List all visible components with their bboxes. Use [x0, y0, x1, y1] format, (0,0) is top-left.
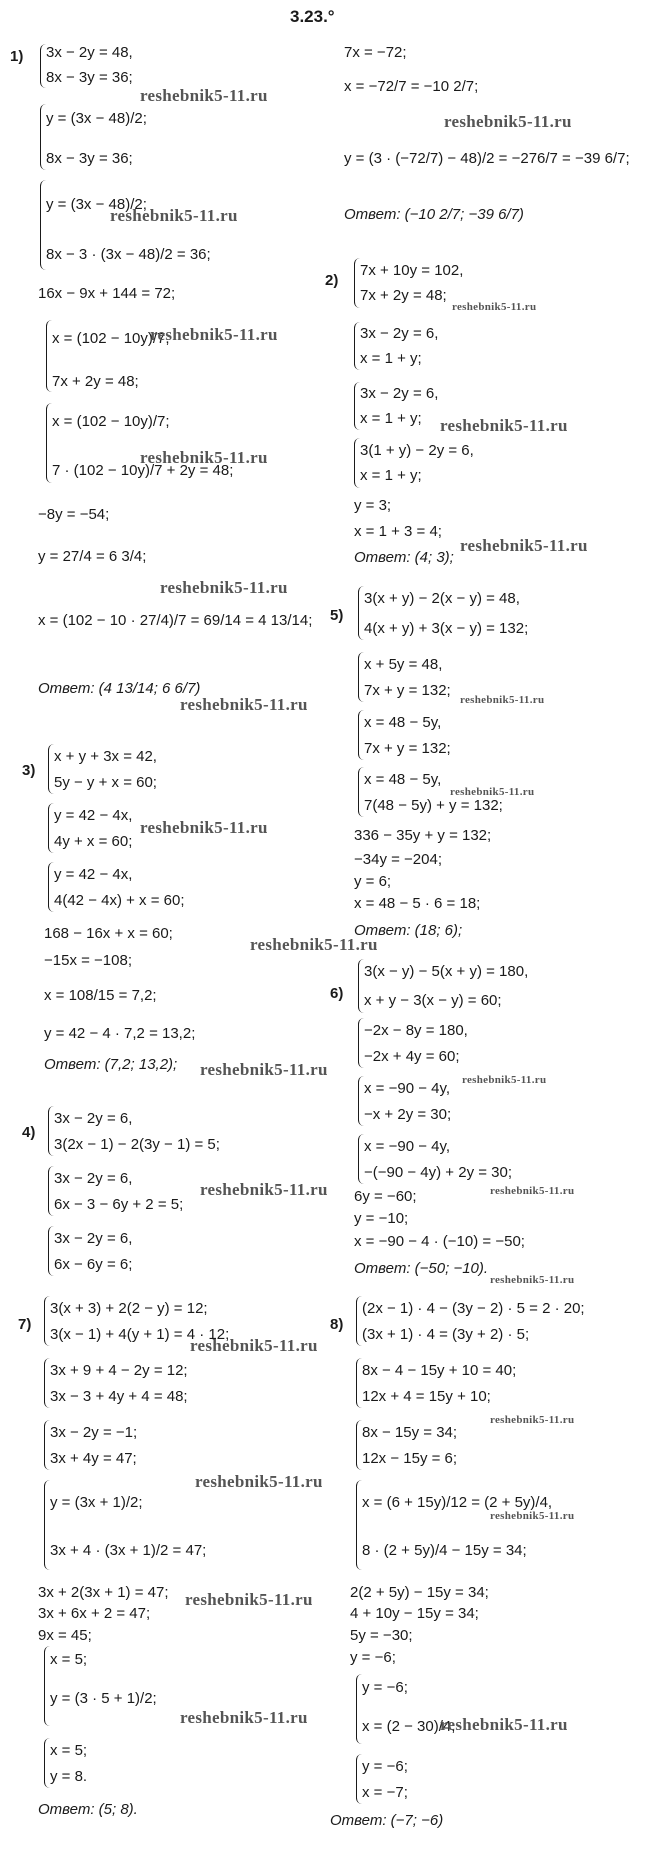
equation-line: 4(x + y) + 3(x − y) = 132; — [364, 620, 529, 637]
watermark: reshebnik5-11.ru — [200, 1060, 328, 1079]
equation-line: 8x − 15y = 34; — [362, 1424, 458, 1441]
answer-line: Ответ: (−7; −6) — [330, 1812, 444, 1829]
equation-line: x + y + 3x = 42, — [54, 748, 157, 765]
equation-line: −2x − 8y = 180, — [364, 1022, 468, 1039]
watermark: reshebnik5-11.ru — [450, 786, 535, 798]
watermark: reshebnik5-11.ru — [190, 1336, 318, 1355]
equation-line: 8x − 3 · (3x − 48)/2 = 36; — [46, 246, 211, 263]
equation-line: 336 − 35y + y = 132; — [354, 827, 492, 844]
watermark: reshebnik5-11.ru — [490, 1274, 575, 1286]
watermark: reshebnik5-11.ru — [490, 1414, 575, 1426]
problem-number: 3.23.° — [290, 7, 335, 26]
watermark: reshebnik5-11.ru — [140, 448, 268, 467]
equation-line: 12x − 15y = 6; — [362, 1450, 458, 1467]
equation-line: x = −90 − 4y, — [364, 1138, 451, 1155]
equation-line: 5y − y + x = 60; — [54, 774, 157, 791]
watermark: reshebnik5-11.ru — [110, 206, 238, 225]
equation-line: −34y = −204; — [354, 851, 442, 868]
equation-line: 8x − 4 − 15y + 10 = 40; — [362, 1362, 517, 1379]
equation-line: 8 · (2 + 5y)/4 − 15y = 34; — [362, 1542, 527, 1559]
equation-line: 9x = 45; — [38, 1627, 92, 1644]
equation-line: 7(48 − 5y) + y = 132; — [364, 797, 503, 814]
equation-line: 3x − 2y = 6, — [54, 1230, 133, 1247]
item-number: 7) — [18, 1316, 32, 1333]
equation-line: 6y = −60; — [354, 1188, 417, 1205]
watermark: reshebnik5-11.ru — [195, 1472, 323, 1491]
item-number: 5) — [330, 607, 344, 624]
equation-line: −(−90 − 4y) + 2y = 30; — [364, 1164, 513, 1181]
watermark: reshebnik5-11.ru — [460, 536, 588, 555]
equation-line: 3(x − 1) + 4(y + 1) = 4 · 12; — [50, 1326, 230, 1343]
equation-line: 7x + y = 132; — [364, 740, 451, 757]
equation-line: 8x − 3y = 36; — [46, 69, 133, 86]
equation-line: x = 1 + y; — [360, 410, 422, 427]
equation-line: −x + 2y = 30; — [364, 1106, 452, 1123]
watermark: reshebnik5-11.ru — [444, 112, 572, 131]
equation-line: 3x + 6x + 2 = 47; — [38, 1605, 151, 1622]
item-number: 4) — [22, 1124, 36, 1141]
equation-line: 4 + 10y − 15y = 34; — [350, 1605, 479, 1622]
equation-line: 3(1 + y) − 2y = 6, — [360, 442, 474, 459]
watermark: reshebnik5-11.ru — [180, 695, 308, 714]
watermark: reshebnik5-11.ru — [490, 1185, 575, 1197]
equation-line: y = 6; — [354, 873, 392, 890]
equation-line: y = (3x + 1)/2; — [50, 1494, 143, 1511]
equation-line: y = 42 − 4x, — [54, 807, 133, 824]
equation-line: 4(42 − 4x) + x = 60; — [54, 892, 185, 909]
equation-line: 3(x + y) − 2(x − y) = 48, — [364, 590, 520, 607]
equation-line: −15x = −108; — [44, 952, 132, 969]
equation-line: 3x + 9 + 4 − 2y = 12; — [50, 1362, 188, 1379]
equation-line: 12x + 4 = 15y + 10; — [362, 1388, 491, 1405]
equation-line: x = −90 − 4y, — [364, 1080, 451, 1097]
watermark: reshebnik5-11.ru — [460, 694, 545, 706]
equation-line: 8x − 3y = 36; — [46, 150, 133, 167]
equation-line: x = (102 − 10 · 27/4)/7 = 69/14 = 4 13/14; — [38, 612, 313, 629]
watermark: reshebnik5-11.ru — [250, 935, 378, 954]
item-number: 3) — [22, 762, 36, 779]
equation-line: 3(2x − 1) − 2(3y − 1) = 5; — [54, 1136, 220, 1153]
equation-line: 4y + x = 60; — [54, 833, 133, 850]
equation-line: 3(x + 3) + 2(2 − y) = 12; — [50, 1300, 208, 1317]
equation-line: 3x + 2(3x + 1) = 47; — [38, 1584, 169, 1601]
watermark: reshebnik5-11.ru — [150, 325, 278, 344]
equation-line: y = −6; — [350, 1649, 396, 1666]
equation-line: 3x − 2y = 48, — [46, 44, 133, 61]
equation-line: x = −72/7 = −10 2/7; — [344, 78, 479, 95]
watermark: reshebnik5-11.ru — [452, 301, 537, 313]
watermark: reshebnik5-11.ru — [440, 1715, 568, 1734]
equation-line: 6x − 6y = 6; — [54, 1256, 133, 1273]
equation-line: x = (2 − 30)/4; — [362, 1718, 456, 1735]
watermark: reshebnik5-11.ru — [490, 1510, 575, 1522]
equation-line: x = −7; — [362, 1784, 408, 1801]
watermark: reshebnik5-11.ru — [180, 1708, 308, 1727]
equation-line: (2x − 1) · 4 − (3y − 2) · 5 = 2 · 20; — [362, 1300, 585, 1317]
answer-line: Ответ: (5; 8). — [38, 1801, 138, 1818]
watermark: reshebnik5-11.ru — [160, 578, 288, 597]
equation-line: x = 5; — [50, 1742, 88, 1759]
equation-line: x = 48 − 5y, — [364, 714, 442, 731]
equation-line: y = −6; — [362, 1679, 408, 1696]
item-number: 8) — [330, 1316, 344, 1333]
watermark: reshebnik5-11.ru — [140, 818, 268, 837]
equation-line: y = 8. — [50, 1768, 88, 1785]
equation-line: 3x + 4 · (3x + 1)/2 = 47; — [50, 1542, 207, 1559]
equation-line: y = (3 · (−72/7) − 48)/2 = −276/7 = −39 6/7; — [344, 150, 630, 167]
watermark: reshebnik5-11.ru — [140, 86, 268, 105]
answer-line: Ответ: (−10 2/7; −39 6/7) — [344, 206, 524, 223]
equation-line: 168 − 16x + x = 60; — [44, 925, 173, 942]
equation-line: y = 42 − 4x, — [54, 866, 133, 883]
equation-line: 3x − 2y = 6, — [360, 385, 439, 402]
item-number: 1) — [10, 48, 24, 65]
equation-line: 3x − 3 + 4y + 4 = 48; — [50, 1388, 188, 1405]
equation-line: −2x + 4y = 60; — [364, 1048, 460, 1065]
watermark: reshebnik5-11.ru — [200, 1180, 328, 1199]
equation-line: 2(2 + 5y) − 15y = 34; — [350, 1584, 489, 1601]
equation-line: y = (3x − 48)/2; — [46, 196, 147, 213]
equation-line: 3x − 2y = −1; — [50, 1424, 138, 1441]
equation-line: y = 27/4 = 6 3/4; — [38, 548, 147, 565]
equation-line: x = 48 − 5y, — [364, 771, 442, 788]
item-number: 2) — [325, 272, 339, 289]
equation-line: −8y = −54; — [38, 506, 110, 523]
equation-line: y = 42 − 4 · 7,2 = 13,2; — [44, 1025, 196, 1042]
answer-line: Ответ: (18; 6); — [354, 922, 463, 939]
equation-line: x = 48 − 5 · 6 = 18; — [354, 895, 481, 912]
equation-line: x = (102 − 10y)/7; — [52, 413, 170, 430]
equation-line: x + y − 3(x − y) = 60; — [364, 992, 502, 1009]
equation-line: 7x + y = 132; — [364, 682, 451, 699]
equation-line: (3x + 1) · 4 = (3y + 2) · 5; — [362, 1326, 530, 1343]
equation-line: 3x − 2y = 6, — [54, 1170, 133, 1187]
equation-line: x = −90 − 4 · (−10) = −50; — [354, 1233, 525, 1250]
item-number: 6) — [330, 985, 344, 1002]
equation-line: 7x + 10y = 102, — [360, 262, 464, 279]
equation-line: 5y = −30; — [350, 1627, 413, 1644]
equation-line: y = (3x − 48)/2; — [46, 110, 147, 127]
equation-line: x = 1 + y; — [360, 467, 422, 484]
equation-line: x = 108/15 = 7,2; — [44, 987, 157, 1004]
equation-line: y = 3; — [354, 497, 392, 514]
equation-line: 16x − 9x + 144 = 72; — [38, 285, 176, 302]
answer-line: Ответ: (7,2; 13,2); — [44, 1056, 178, 1073]
equation-line: 7 · (102 − 10y)/7 + 2y = 48; — [52, 462, 234, 479]
equation-line: y = −10; — [354, 1210, 409, 1227]
equation-line: 3x − 2y = 6, — [54, 1110, 133, 1127]
equation-line: 7x = −72; — [344, 44, 407, 61]
watermark: reshebnik5-11.ru — [462, 1074, 547, 1086]
equation-line: x = 1 + 3 = 4; — [354, 523, 442, 540]
equation-line: x = 1 + y; — [360, 350, 422, 367]
answer-line: Ответ: (4; 3); — [354, 549, 454, 566]
equation-line: y = −6; — [362, 1758, 408, 1775]
answer-line: Ответ: (−50; −10). — [354, 1260, 489, 1277]
watermark: reshebnik5-11.ru — [440, 416, 568, 435]
answer-line: Ответ: (4 13/14; 6 6/7) — [38, 680, 201, 697]
equation-line: y = (3 · 5 + 1)/2; — [50, 1690, 157, 1707]
equation-line: 3x − 2y = 6, — [360, 325, 439, 342]
equation-line: 7x + 2y = 48; — [52, 373, 139, 390]
watermark: reshebnik5-11.ru — [185, 1590, 313, 1609]
equation-line: x = (6 + 15y)/12 = (2 + 5y)/4, — [362, 1494, 553, 1511]
equation-line: 6x − 3 − 6y + 2 = 5; — [54, 1196, 184, 1213]
equation-line: 7x + 2y = 48; — [360, 287, 447, 304]
equation-line: 3(x − y) − 5(x + y) = 180, — [364, 963, 529, 980]
equation-line: x + 5y = 48, — [364, 656, 443, 673]
equation-line: x = (102 − 10y)/7, — [52, 330, 170, 347]
equation-line: x = 5; — [50, 1651, 88, 1668]
equation-line: 3x + 4y = 47; — [50, 1450, 137, 1467]
